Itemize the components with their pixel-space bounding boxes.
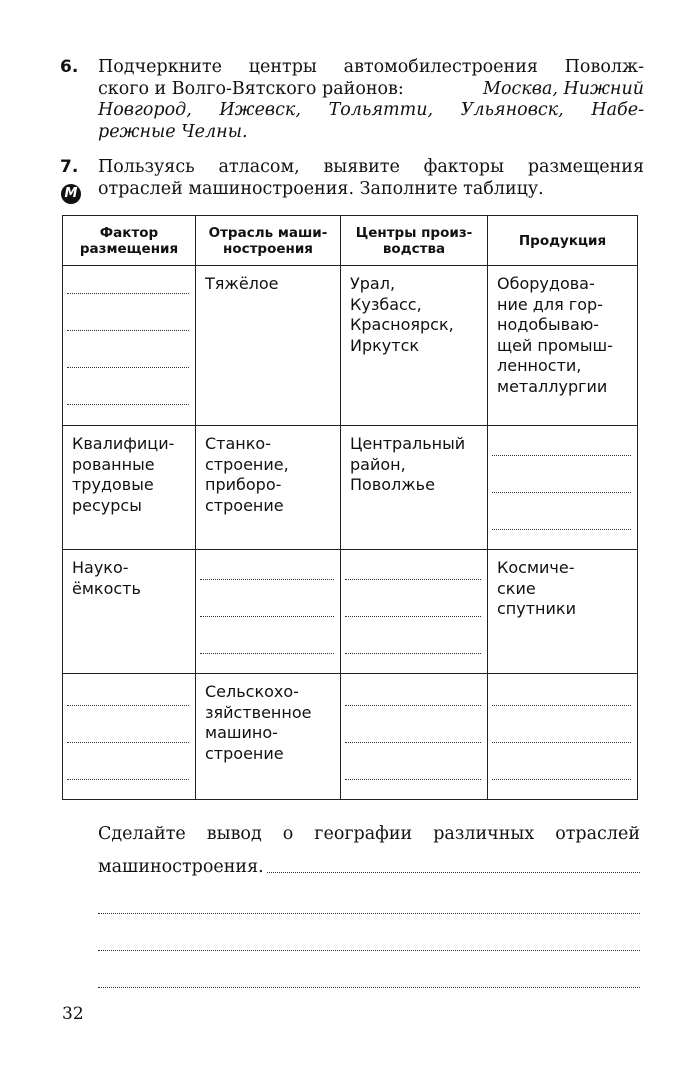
row1-centers: Урал, Кузбасс, Красноярск, Иркутск — [341, 266, 488, 426]
factors-table — [62, 215, 638, 800]
conclusion-task — [98, 823, 640, 988]
task-6-cities-end: режные Челны. — [98, 121, 248, 142]
row2-factor: Квалифици- рованные трудовые ресурсы — [63, 426, 196, 550]
row3-centers-blank[interactable] — [341, 550, 488, 674]
row1-factor-blank[interactable] — [63, 266, 196, 426]
header-products: Продукция — [488, 216, 638, 266]
conclusion-line-2-text: машиностроения. — [98, 857, 264, 877]
row3-factor: Науко- ёмкость — [63, 550, 196, 674]
header-branch: Отрасль маши- ностроения — [196, 216, 341, 266]
page-number: 32 — [62, 1004, 84, 1024]
row2-centers: Центральный район, Поволжье — [341, 426, 488, 550]
table-row — [63, 426, 638, 550]
conclusion-line-2 — [98, 857, 640, 877]
answer-line[interactable] — [98, 949, 640, 951]
task-6-cities-line: Новгород, Ижевск, Тольятти, Ульяновск, Набе- — [98, 100, 644, 120]
row2-products-blank[interactable] — [488, 426, 638, 550]
answer-line[interactable] — [98, 986, 640, 988]
table-row — [63, 266, 638, 426]
row1-branch: Тяжёлое — [196, 266, 341, 426]
task-7-number: 7. — [60, 157, 79, 177]
row1-products: Оборудова- ние для гор- нодобываю- щей промыш- ленности, металлургии — [488, 266, 638, 426]
row4-products-blank[interactable] — [488, 674, 638, 800]
row2-branch: Станко- строение, приборо- строение — [196, 426, 341, 550]
table-header-row — [63, 216, 638, 266]
conclusion-line-1: Сделайте вывод о географии различных отраслей — [98, 824, 640, 844]
task-6-line-1: Подчеркните центры автомобилестроения Поволж- — [98, 57, 644, 77]
task-6-number: 6. — [60, 57, 79, 77]
task-6-line-2-text: ского и Волго-Вятского районов: — [98, 78, 404, 99]
row3-products: Космиче- ские спутники — [488, 550, 638, 674]
table-row — [63, 674, 638, 800]
row4-factor-blank[interactable] — [63, 674, 196, 800]
answer-line[interactable] — [267, 872, 640, 873]
task-6-line-2-cities: Москва, Нижний — [483, 78, 644, 99]
task-7-line-2: отраслей машиностроения. Заполните таблицу. — [98, 178, 544, 199]
task-6 — [60, 57, 644, 143]
row3-branch-blank[interactable] — [196, 550, 341, 674]
header-centers: Центры произ- водства — [341, 216, 488, 266]
m-badge-icon: М — [61, 184, 81, 204]
task-7-line-1: Пользуясь атласом, выявите факторы размещения — [98, 157, 644, 177]
task-7 — [60, 157, 644, 200]
table-row — [63, 550, 638, 674]
task-6-line-2 — [98, 79, 644, 101]
header-factor: Фактор размещения — [63, 216, 196, 266]
answer-line[interactable] — [98, 912, 640, 914]
row4-centers-blank[interactable] — [341, 674, 488, 800]
row4-branch: Сельскохо- зяйственное машино- строение — [196, 674, 341, 800]
